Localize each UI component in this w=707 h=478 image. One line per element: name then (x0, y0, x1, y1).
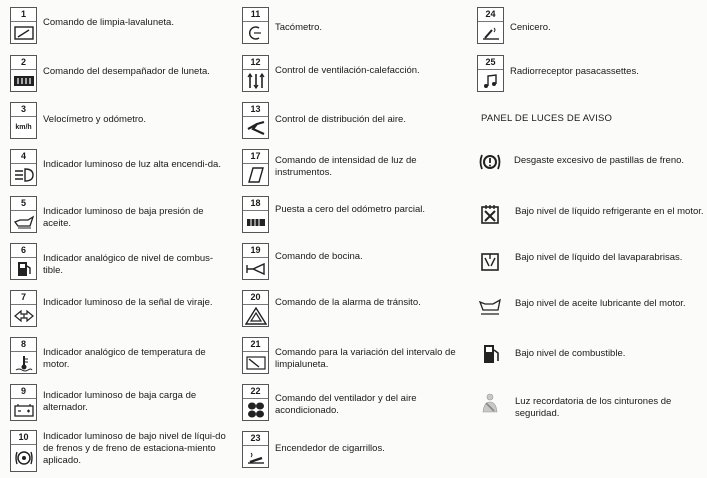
legend-number: 2 (11, 56, 36, 70)
legend-text: Comando de limpia-lavaluneta. (43, 17, 174, 28)
warning-text: Bajo nivel de combustible. (515, 348, 626, 359)
legend-text: Cenicero. (510, 22, 551, 33)
legend-text: Comando de intensidad de luz de instrumentos. (275, 155, 417, 178)
rear-defrost-icon (13, 73, 35, 89)
legend-number: 7 (11, 291, 36, 305)
legend-box (10, 7, 37, 44)
warning-text: Bajo nivel de aceite lubricante del motor. (515, 298, 686, 309)
legend-item-1 (10, 7, 233, 44)
legend-text: Indicador luminoso de bajo nivel de líqui-do de frenos y de freno de estaciona-miento aplicado. (43, 431, 226, 466)
legend-text: Indicador luminoso de baja carga de alternador. (43, 390, 197, 413)
legend-item-13 (242, 102, 475, 139)
legend-number: 8 (11, 338, 36, 352)
legend-item-7 (10, 290, 233, 327)
intermittent-wiper-icon (245, 355, 267, 371)
fan-icon (245, 401, 267, 419)
wiper-icon (13, 25, 35, 41)
legend-item-8 (10, 337, 233, 374)
turn-signal-icon (13, 309, 35, 323)
legend-text: Tacómetro. (275, 22, 322, 33)
legend-item-25 (477, 55, 690, 92)
radio-icon (480, 73, 502, 89)
legend-number: 13 (243, 103, 268, 117)
cigarette-lighter-icon (245, 449, 267, 465)
horn-icon (245, 261, 267, 277)
tachometer-icon (245, 25, 267, 41)
brake-pad-wear-icon (478, 150, 502, 174)
legend-item-12 (242, 55, 475, 92)
legend-item-21 (242, 337, 475, 374)
low-fuel-icon (478, 342, 502, 366)
legend-number: 10 (11, 431, 36, 445)
high-beam-icon (13, 167, 35, 183)
hazard-icon (245, 307, 267, 325)
legend-text: Indicador luminoso de luz alta encendi-da. (43, 159, 221, 170)
fuel-pump-icon (13, 260, 35, 278)
legend-number: 24 (478, 8, 503, 22)
legend-number: 18 (243, 197, 268, 211)
legend-number: 12 (243, 56, 268, 70)
legend-number: 19 (243, 244, 268, 258)
legend-number: 5 (11, 197, 36, 211)
legend-item-19 (242, 243, 475, 280)
legend-item-9 (10, 384, 233, 421)
legend-item-4 (10, 149, 233, 186)
warning-text: Desgaste excesivo de pastillas de freno. (514, 155, 685, 166)
air-distribution-icon (245, 119, 267, 137)
brake-fluid-icon (13, 447, 35, 469)
warning-text: Bajo nivel de líquido del lavaparabrisas. (515, 252, 683, 263)
legend-item-24 (477, 7, 690, 44)
legend-text: Indicador luminoso de la señal de viraje. (43, 297, 213, 308)
legend-number: 17 (243, 150, 268, 164)
legend-item-11 (242, 7, 475, 44)
speedometer-icon: km/h (15, 124, 32, 131)
warning-text: Luz recordatoria de los cinturones de seguridad. (515, 396, 672, 419)
trip-reset-icon (245, 215, 267, 229)
legend-text: Control de ventilación-calefacción. (275, 65, 420, 76)
seatbelt-icon (478, 391, 502, 415)
legend-item-3 (10, 102, 233, 139)
legend-text: Comando de bocina. (275, 251, 363, 262)
heat-control-icon (245, 72, 267, 90)
legend-number: 1 (11, 8, 36, 22)
legend-number: 22 (243, 385, 268, 399)
legend-item-20 (242, 290, 475, 327)
legend-text: Velocímetro y odómetro. (43, 114, 146, 125)
legend-text: Control de distribución del aire. (275, 114, 406, 125)
warning-text: Bajo nivel de líquido refrigerante en el motor. (515, 206, 704, 217)
legend-number: 11 (243, 8, 268, 22)
legend-number: 4 (11, 150, 36, 164)
legend-text: Indicador luminoso de baja presión de aceite. (43, 206, 204, 229)
legend-item-10 (10, 430, 233, 472)
legend-number: 25 (478, 56, 503, 70)
oil-level-icon (478, 294, 502, 318)
legend-text: Comando del desempañador de luneta. (43, 66, 210, 77)
washer-fluid-icon (478, 249, 502, 273)
legend-item-17 (242, 149, 475, 186)
legend-number: 3 (11, 103, 36, 117)
legend-text: Encendedor de cigarrillos. (275, 443, 385, 454)
legend-item-22 (242, 384, 475, 421)
legend-item-6 (10, 243, 233, 280)
coolant-level-icon (478, 202, 502, 226)
panel-title: PANEL DE LUCES DE AVISO (481, 113, 613, 124)
legend-number: 23 (243, 432, 268, 446)
legend-item-23 (242, 431, 475, 468)
legend-item-2 (10, 55, 233, 92)
legend-item-5 (10, 196, 233, 233)
legend-number: 9 (11, 385, 36, 399)
legend-text: Indicador analógico de nivel de combus-tible. (43, 253, 214, 276)
legend-text: Puesta a cero del odómetro parcial. (275, 204, 425, 215)
oil-can-icon (13, 214, 35, 230)
legend-number: 20 (243, 291, 268, 305)
dimmer-icon (245, 166, 267, 184)
legend-text: Comando de la alarma de tránsito. (275, 297, 421, 308)
legend-text: Comando del ventilador y del aire acondicionado. (275, 393, 417, 416)
legend-text: Radiorreceptor pasacassettes. (510, 66, 639, 77)
legend-number: 21 (243, 338, 268, 352)
coolant-temp-icon (13, 354, 35, 372)
legend-text: Comando para la variación del intervalo de limpialuneta. (275, 347, 456, 370)
battery-icon (13, 403, 35, 417)
legend-text: Indicador analógico de temperatura de motor. (43, 347, 206, 370)
ashtray-icon (480, 25, 502, 41)
legend-item-18 (242, 196, 475, 233)
legend-number: 6 (11, 244, 36, 258)
